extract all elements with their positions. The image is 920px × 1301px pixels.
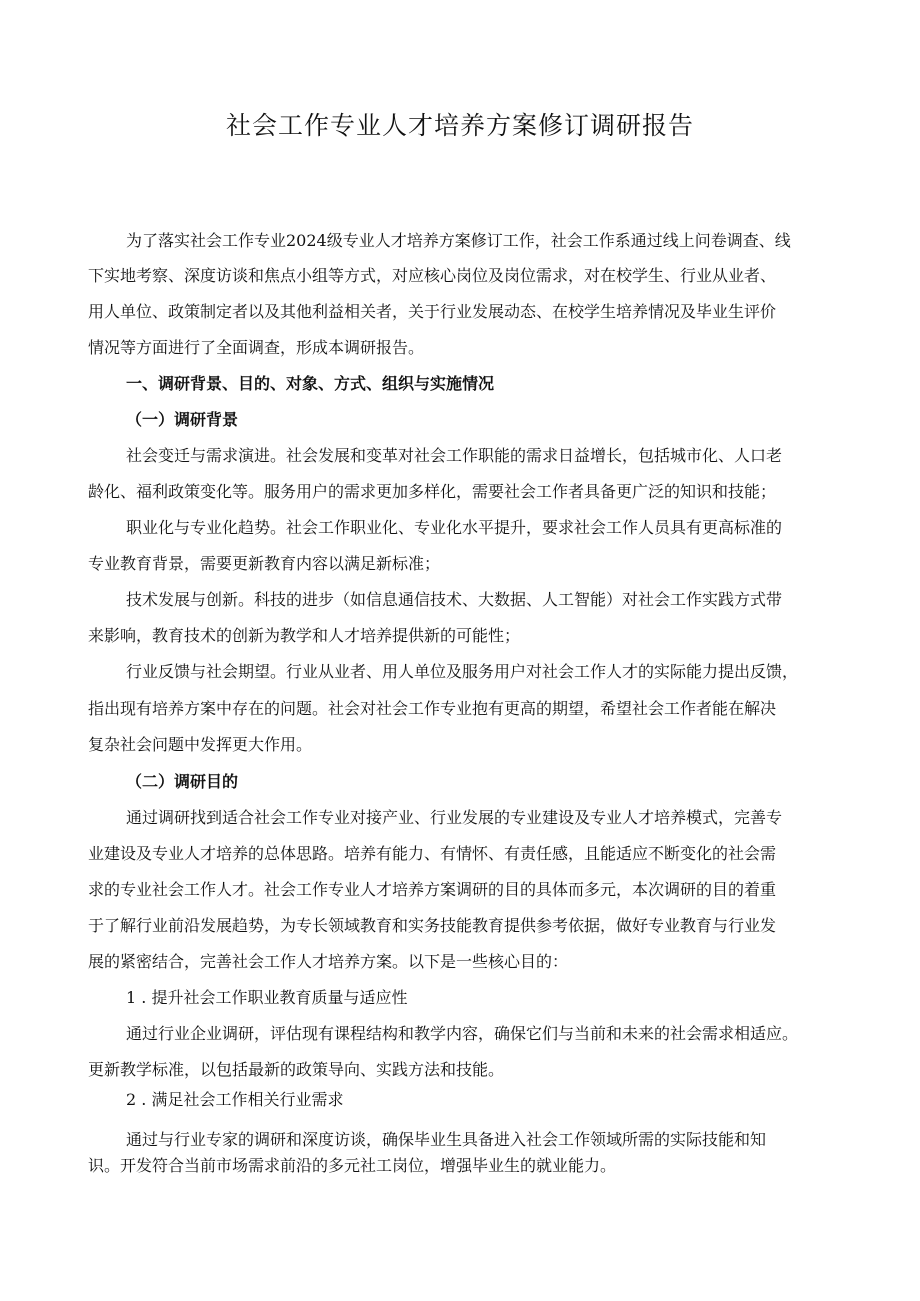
paragraph-line: 指出现有培养方案中存在的问题。社会对社会工作专业抱有更高的期望，希望社会工作者能在解决 [88, 699, 777, 718]
section-heading: 一、调研背景、目的、对象、方式、组织与实施情况 [126, 374, 495, 393]
subsection-heading: （二）调研目的 [126, 772, 239, 791]
paragraph-line: 通过调研找到适合社会工作专业对接产业、行业发展的专业建设及专业人才培养模式，完善专 [126, 808, 783, 827]
numbered-item-heading: 1 . 提升社会工作职业教育质量与适应性 [126, 988, 408, 1007]
paragraph-line: 职业化与专业化趋势。社会工作职业化、专业化水平提升，要求社会工作人员具有更高标准的 [126, 518, 783, 537]
intro-line: 用人单位、政策制定者以及其他利益相关者，关于行业发展动态、在校学生培养情况及毕业生评价 [88, 302, 777, 321]
paragraph-line: 通过行业企业调研，评估现有课程结构和教学内容，确保它们与当前和未来的社会需求相适应。 [126, 1024, 799, 1043]
paragraph-line: 于了解行业前沿发展趋势，为专长领域教育和实务技能教育提供参考依据，做好专业教育与行业发 [88, 916, 777, 935]
paragraph-line: 行业反馈与社会期望。行业从业者、用人单位及服务用户对社会工作人才的实际能力提出反馈， [126, 662, 799, 681]
intro-line: 情况等方面进行了全面调查，形成本调研报告。 [88, 338, 425, 357]
intro-line: 为了落实社会工作专业2024级专业人才培养方案修订工作，社会工作系通过线上问卷调查、线 [126, 231, 791, 250]
numbered-item-heading: 2 . 满足社会工作相关行业需求 [126, 1090, 344, 1109]
paragraph-line: 识。开发符合当前市场需求前沿的多元社工岗位，增强毕业生的就业能力。 [88, 1156, 617, 1175]
paragraph-line: 更新教学标准，以包括最新的政策导向、实践方法和技能。 [88, 1060, 505, 1079]
paragraph-line: 通过与行业专家的调研和深度访谈，确保毕业生具备进入社会工作领域所需的实际技能和知 [126, 1130, 767, 1149]
paragraph-line: 展的紧密结合，完善社会工作人才培养方案。以下是一些核心目的： [88, 952, 569, 971]
paragraph-line: 技术发展与创新。科技的进步（如信息通信技术、大数据、人工智能）对社会工作实践方式带 [126, 590, 783, 609]
paragraph-line: 求的专业社会工作人才。社会工作专业人才培养方案调研的目的具体而多元，本次调研的目的着重 [88, 880, 777, 899]
paragraph-line: 复杂社会问题中发挥更大作用。 [88, 735, 313, 754]
paragraph-line: 专业教育背景，需要更新教育内容以满足新标准； [88, 554, 441, 573]
paragraph-line: 龄化、福利政策变化等。服务用户的需求更加多样化，需要社会工作者具备更广泛的知识和技能； [88, 482, 777, 501]
subsection-heading: （一）调研背景 [126, 410, 239, 429]
paragraph-line: 业建设及专业人才培养的总体思路。培养有能力、有情怀、有责任感，且能适应不断变化的社会需 [88, 844, 777, 863]
intro-line: 下实地考察、深度访谈和焦点小组等方式，对应核心岗位及岗位需求，对在校学生、行业从业者、 [88, 266, 777, 285]
paragraph-line: 社会变迁与需求演进。社会发展和变革对社会工作职能的需求日益增长，包括城市化、人口老 [126, 446, 783, 465]
document-title: 社会工作专业人才培养方案修订调研报告 [225, 111, 694, 140]
paragraph-line: 来影响，教育技术的创新为教学和人才培养提供新的可能性； [88, 626, 521, 645]
